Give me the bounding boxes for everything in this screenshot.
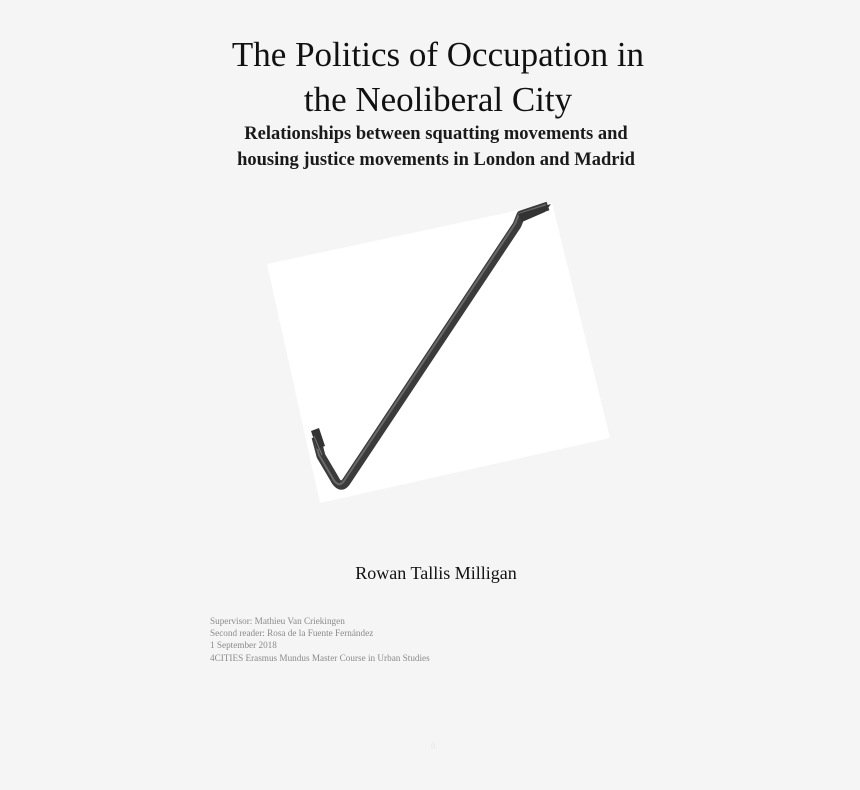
program-line: 4CITIES Erasmus Mundus Master Course in Urban Studies xyxy=(210,652,430,663)
title-line-1: The Politics of Occupation in xyxy=(231,35,645,74)
second-reader-line: Second reader: Rosa de la Fuente Fernández xyxy=(210,628,374,639)
subtitle-line-1: Relationships between squatting movements and xyxy=(244,124,628,144)
subtitle-line-2: housing justice movements in London and Madrid xyxy=(237,150,635,170)
author-name: Rowan Tallis Milligan xyxy=(355,563,517,583)
document-subtitle xyxy=(0,121,860,173)
supervisor-line: Supervisor: Mathieu Van Criekingen xyxy=(210,616,345,626)
date-line: 1 September 2018 xyxy=(210,640,277,651)
document-meta xyxy=(210,615,430,664)
crowbar-icon xyxy=(262,196,614,508)
title-line-2: the Neoliberal City xyxy=(303,80,573,119)
document-title xyxy=(0,32,860,122)
page-number: 0 xyxy=(431,741,436,751)
